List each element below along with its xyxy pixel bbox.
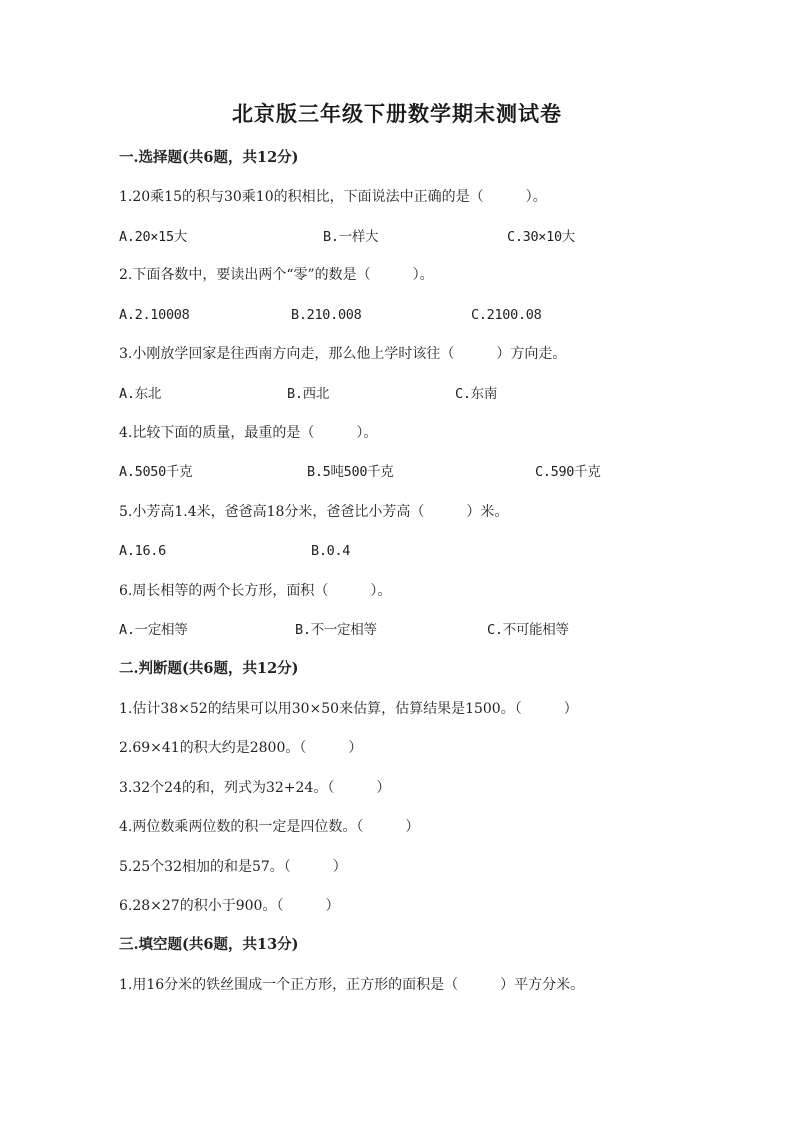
question-text: 5.25个32相加的和是57。（ ） (119, 859, 347, 875)
page-title: 北京版三年级下册数学期末测试卷 (232, 101, 562, 126)
option-a: A.16.6 (119, 543, 166, 559)
question-text: 1.估计38×52的结果可以用30×50来估算，估算结果是1500。（ ） (119, 701, 578, 717)
option-b: B.210.008 (291, 307, 362, 323)
question-text: 6.周长相等的两个长方形，面积（ ）。 (119, 583, 392, 599)
option-b: B.0.4 (311, 543, 351, 559)
option-b: B.一样大 (323, 229, 379, 245)
option-a: A.东北 (119, 386, 162, 402)
option-b: B.5吨500千克 (307, 464, 394, 480)
option-c: C.30×10大 (507, 229, 575, 245)
section-heading-fill: 三.填空题(共6题，共13分) (119, 936, 299, 953)
option-a: A.5050千克 (119, 464, 193, 480)
question-text: 1.20乘15的积与30乘10的积相比，下面说法中正确的是（ ）。 (119, 189, 547, 205)
question-text: 2.69×41的积大约是2800。（ ） (119, 740, 363, 756)
option-a: A.2.10008 (119, 307, 190, 323)
question-text: 4.两位数乘两位数的积一定是四位数。（ ） (119, 819, 420, 835)
option-c: C.590千克 (535, 464, 601, 480)
question-text: 6.28×27的积小于900。（ ） (119, 898, 340, 914)
option-b: B.西北 (287, 386, 330, 402)
option-a: A.20×15大 (119, 229, 187, 245)
option-c: C.东南 (455, 386, 498, 402)
question-text: 5.小芳高1.4米，爸爸高18分米，爸爸比小芳高（ ）米。 (119, 504, 509, 520)
option-c: C.2100.08 (471, 307, 542, 323)
section-heading-judgment: 二.判断题(共6题，共12分) (119, 660, 299, 677)
option-a: A.一定相等 (119, 622, 188, 638)
section-heading-choice: 一.选择题(共6题，共12分) (119, 149, 299, 166)
question-text: 3.32个24的和，列式为32+24。（ ） (119, 780, 391, 796)
question-text: 2.下面各数中，要读出两个“零”的数是（ ）。 (119, 267, 434, 283)
option-b: B.不一定相等 (295, 622, 377, 638)
question-text: 3.小刚放学回家是往西南方向走，那么他上学时该往（ ）方向走。 (119, 346, 567, 362)
question-text: 1.用16分米的铁丝围成一个正方形，正方形的面积是（ ）平方分米。 (119, 977, 585, 993)
option-c: C.不可能相等 (487, 622, 569, 638)
question-text: 4.比较下面的质量，最重的是（ ）。 (119, 425, 378, 441)
